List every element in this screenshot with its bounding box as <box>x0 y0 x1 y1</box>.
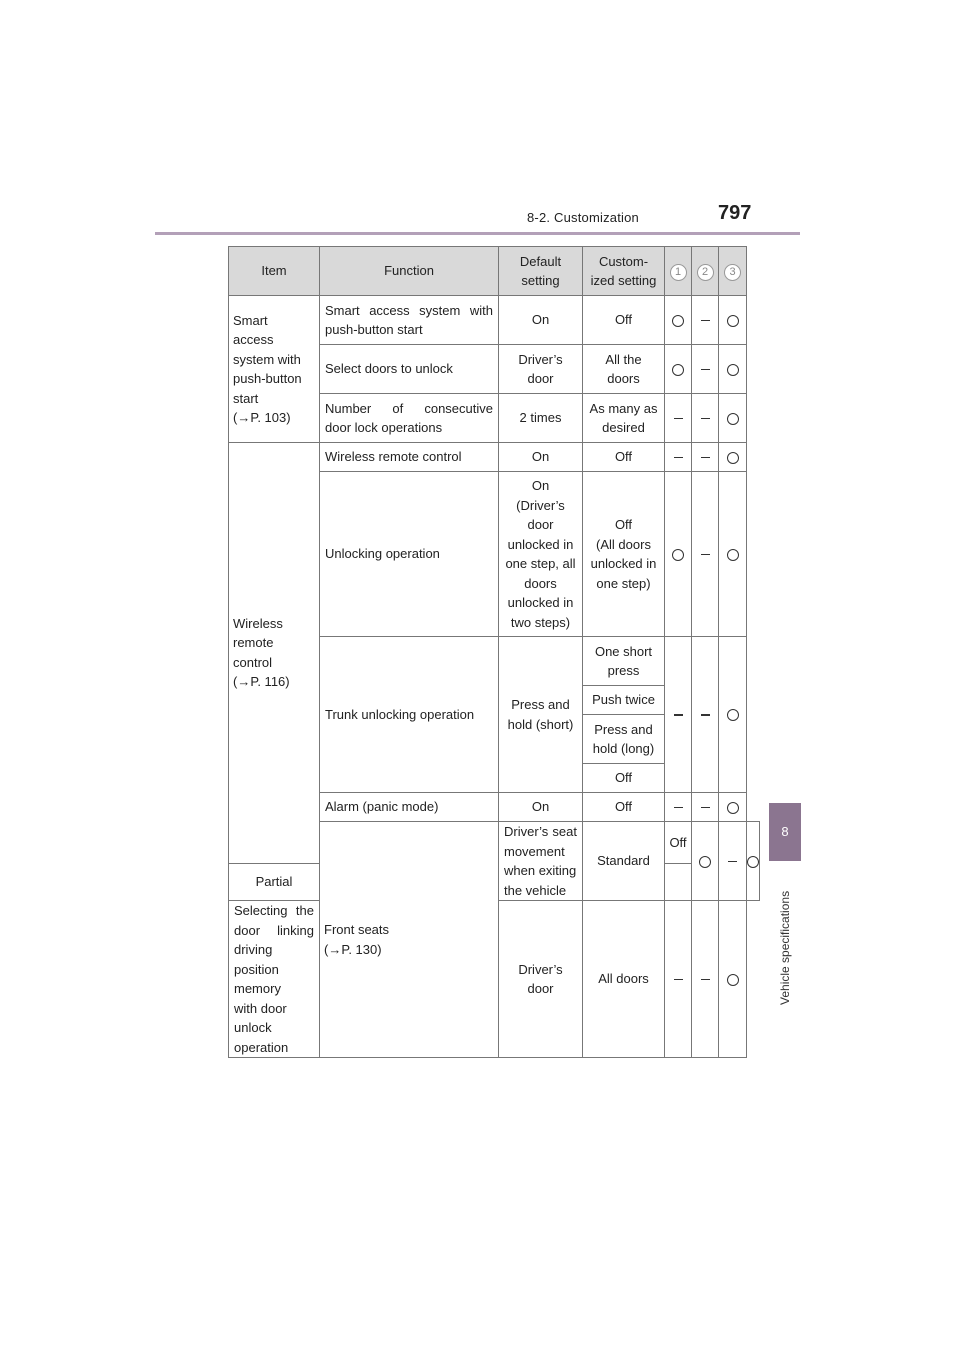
header-item: Item <box>229 247 320 296</box>
dash-mark-icon <box>728 861 737 862</box>
circle-mark-icon <box>727 549 739 561</box>
dash-mark-icon <box>701 457 710 458</box>
custom-cell: As many as desired <box>583 394 665 443</box>
mark-cell <box>665 394 692 443</box>
item-cell: Front seats (→P. 130) <box>320 822 499 1058</box>
custom-cell: Off <box>583 764 665 793</box>
function-cell: Smart access system with push-button start <box>320 296 499 345</box>
default-cell: 2 times <box>499 394 583 443</box>
mark-cell <box>692 901 719 1058</box>
dash-mark-icon <box>701 320 710 321</box>
section-title: 8-2. Customization <box>527 210 639 225</box>
mark-cell <box>692 394 719 443</box>
dash-mark-icon <box>701 369 710 370</box>
mark-cell <box>692 793 719 822</box>
custom-cell: All doors <box>583 901 665 1058</box>
custom-cell: Off <box>583 793 665 822</box>
dash-mark-icon <box>674 457 683 458</box>
default-cell: Press and hold (short) <box>499 637 583 793</box>
dash-mark-icon <box>674 807 683 808</box>
header-default: Default setting <box>499 247 583 296</box>
page-number: 797 <box>718 202 752 224</box>
dash-mark-icon <box>674 714 683 715</box>
mark-cell <box>719 296 747 345</box>
header-col1 <box>665 247 692 296</box>
custom-cell: All the doors <box>583 345 665 394</box>
mark-cell <box>719 345 747 394</box>
mark-cell <box>665 793 692 822</box>
dash-mark-icon <box>701 418 710 419</box>
default-cell: Driver’s door <box>499 901 583 1058</box>
table-row <box>229 296 760 345</box>
mark-cell <box>747 822 760 901</box>
custom-cell: Press and hold (long) <box>583 715 665 764</box>
circle-mark-icon <box>699 856 711 868</box>
function-cell: Driver’s seat movement when exiting the vehicle <box>499 822 583 901</box>
circle-mark-icon <box>727 709 739 721</box>
circled-number-1: 1 <box>670 264 687 281</box>
function-cell: Number of consecutive door lock operations <box>320 394 499 443</box>
mark-cell <box>665 296 692 345</box>
circle-mark-icon <box>727 452 739 464</box>
dash-mark-icon <box>674 979 683 980</box>
table-row <box>229 443 760 472</box>
circled-number-2: 2 <box>697 264 714 281</box>
table-header-row <box>229 247 760 296</box>
mark-cell <box>692 822 719 901</box>
default-cell: Standard <box>583 822 665 901</box>
circle-mark-icon <box>727 974 739 986</box>
default-cell: On (Driver’s door unlocked in one step, all doors unlocked in two steps) <box>499 472 583 637</box>
dash-mark-icon <box>701 979 710 980</box>
mark-cell <box>665 443 692 472</box>
circle-mark-icon <box>727 802 739 814</box>
mark-cell <box>692 637 719 793</box>
header-function: Function <box>320 247 499 296</box>
mark-cell <box>665 901 692 1058</box>
function-cell: Unlocking operation <box>320 472 499 637</box>
chapter-tab: 8 <box>769 803 801 861</box>
custom-cell: Push twice <box>583 686 665 715</box>
mark-cell <box>719 822 747 901</box>
circle-mark-icon <box>672 315 684 327</box>
circle-mark-icon <box>727 315 739 327</box>
mark-cell <box>719 637 747 793</box>
function-cell: Alarm (panic mode) <box>320 793 499 822</box>
mark-cell <box>719 793 747 822</box>
default-cell: On <box>499 793 583 822</box>
default-cell: On <box>499 296 583 345</box>
dash-mark-icon <box>701 714 710 715</box>
item-cell: Smart access system with push-button start (→P. 103) <box>229 296 320 443</box>
circle-mark-icon <box>727 413 739 425</box>
header-custom: Custom- ized setting <box>583 247 665 296</box>
function-cell: Wireless remote control <box>320 443 499 472</box>
mark-cell <box>665 345 692 394</box>
custom-cell: Off <box>665 822 692 864</box>
circle-mark-icon <box>747 856 759 868</box>
mark-cell <box>719 443 747 472</box>
default-cell: On <box>499 443 583 472</box>
dash-mark-icon <box>701 807 710 808</box>
mark-cell <box>692 345 719 394</box>
custom-cell: One short press <box>583 637 665 686</box>
dash-mark-icon <box>674 418 683 419</box>
circled-number-3: 3 <box>724 264 741 281</box>
mark-cell <box>692 296 719 345</box>
function-cell: Select doors to unlock <box>320 345 499 394</box>
function-cell: Selecting the door linking driving position memory with door unlock operation <box>229 901 320 1058</box>
header-rule <box>155 232 800 235</box>
circle-mark-icon <box>672 549 684 561</box>
mark-cell <box>719 394 747 443</box>
item-cell: Wireless remote control (→P. 116) <box>229 443 320 864</box>
header-col2 <box>692 247 719 296</box>
header-col3 <box>719 247 747 296</box>
mark-cell <box>719 472 747 637</box>
dash-mark-icon <box>701 554 710 555</box>
default-cell: Driver’s door <box>499 345 583 394</box>
custom-cell: Off (All doors unlocked in one step) <box>583 472 665 637</box>
mark-cell <box>665 637 692 793</box>
function-cell: Trunk unlocking operation <box>320 637 499 793</box>
custom-cell: Partial <box>229 863 320 900</box>
circle-mark-icon <box>672 364 684 376</box>
mark-cell <box>719 901 747 1058</box>
mark-cell <box>692 472 719 637</box>
circle-mark-icon <box>727 364 739 376</box>
custom-cell: Off <box>583 296 665 345</box>
mark-cell <box>665 472 692 637</box>
chapter-label: Vehicle specifications <box>778 890 792 1005</box>
mark-cell <box>692 443 719 472</box>
page-header <box>155 200 800 234</box>
customization-table <box>228 246 760 1058</box>
custom-cell: Off <box>583 443 665 472</box>
